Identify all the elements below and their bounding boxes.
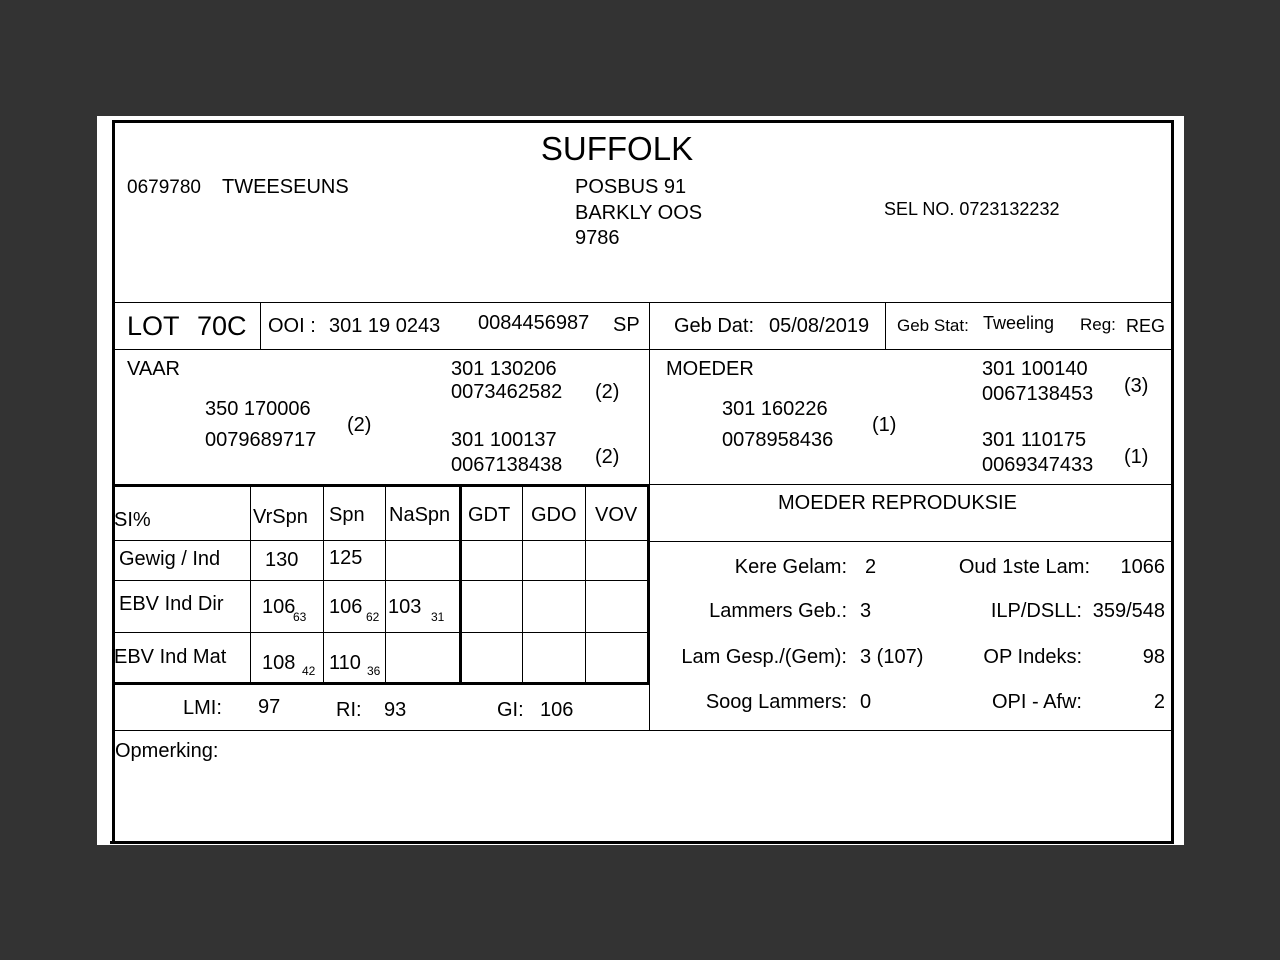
owner-code: 0679780 — [127, 177, 201, 198]
si-cell-naspn: 103 — [388, 596, 422, 618]
repro-ilp-dsll-value: 359/548 — [1092, 600, 1165, 622]
divider — [112, 349, 1174, 350]
repro-soog-lammers-label: Soog Lammers: — [705, 691, 847, 713]
si-cell-vrspn: 106 — [262, 596, 296, 618]
divider — [385, 486, 386, 683]
dam-dam-count: (1) — [1124, 446, 1149, 468]
remarks-label: Opmerking: — [115, 740, 219, 762]
repro-lammers-geb-value: 3 — [860, 600, 872, 622]
repro-lammers-geb-label: Lammers Geb.: — [709, 600, 847, 622]
birth-status-value: Tweeling — [983, 313, 1055, 333]
birth-date-label: Geb Dat: — [674, 315, 755, 337]
sire-dam-count: (2) — [595, 446, 620, 468]
dam-dam-number: 301 110175 — [982, 429, 1087, 451]
repro-soog-lammers-value: 0 — [860, 691, 872, 713]
repro-op-indeks-value: 98 — [1142, 646, 1165, 668]
repro-op-indeks-label: OP Indeks: — [983, 646, 1082, 668]
si-cell-naspn-sub: 31 — [431, 610, 445, 624]
si-header-gdt: GDT — [468, 504, 511, 526]
ooi-suffix: SP — [613, 314, 640, 336]
si-header-naspn: NaSpn — [389, 504, 451, 526]
sire-number: 350 170006 — [205, 398, 311, 420]
si-cell-vrspn-sub: 63 — [293, 610, 307, 624]
divider — [112, 540, 649, 541]
si-cell-spn-sub: 62 — [366, 610, 380, 624]
owner-name: TWEESEUNS — [222, 176, 349, 198]
sire-count: (2) — [347, 414, 372, 436]
address-line-3: 9786 — [575, 227, 620, 249]
birth-date-value: 05/08/2019 — [769, 315, 870, 337]
si-header-gdo: GDO — [531, 504, 577, 526]
dam-id: 0078958436 — [722, 429, 834, 451]
si-cell-vrspn: 108 — [262, 652, 296, 674]
divider — [885, 302, 886, 349]
repro-oud-1ste-lam-value: 1066 — [1120, 556, 1165, 578]
divider — [112, 580, 649, 581]
si-row-label: EBV Ind Mat — [114, 646, 227, 668]
reg-label: Reg: — [1080, 315, 1116, 334]
frame-top — [112, 120, 1174, 123]
sire-dam-id: 0067138438 — [451, 454, 563, 476]
si-row-label: EBV Ind Dir — [119, 593, 224, 615]
address-line-1: POSBUS 91 — [575, 176, 687, 198]
dam-sire-id: 0067138453 — [982, 383, 1094, 405]
dam-sire-count: (3) — [1124, 375, 1149, 397]
si-cell-spn: 110 — [329, 652, 361, 674]
si-header-vrspn: VrSpn — [253, 506, 308, 528]
dam-label: MOEDER — [666, 358, 754, 380]
divider — [112, 632, 649, 633]
reg-value: REG — [1126, 316, 1166, 336]
divider — [522, 486, 523, 683]
ooi-number: 301 19 0243 — [329, 315, 441, 337]
frame-right — [1171, 120, 1174, 844]
divider — [649, 541, 1174, 542]
si-header-si: SI% — [114, 509, 151, 531]
ooi-label: OOI : — [268, 315, 316, 337]
dam-sire-number: 301 100140 — [982, 358, 1088, 380]
repro-opi-afw-label: OPI - Afw: — [991, 691, 1082, 713]
index-ri-label: RI: — [336, 699, 362, 721]
divider — [112, 730, 1174, 731]
address-line-2: BARKLY OOS — [575, 202, 703, 224]
repro-ilp-dsll-label: ILP/DSLL: — [990, 600, 1082, 622]
si-cell-spn: 106 — [329, 596, 363, 618]
repro-kere-gelam-label: Kere Gelam: — [734, 556, 847, 578]
repro-lam-gesp-label: Lam Gesp./(Gem): — [681, 646, 847, 668]
divider — [112, 484, 649, 487]
index-lmi-value: 97 — [258, 696, 281, 718]
divider — [585, 486, 586, 683]
index-gi-label: GI: — [497, 699, 524, 721]
repro-lam-gesp-value: 3 (107) — [860, 646, 924, 668]
birth-status-label: Geb Stat: — [897, 316, 969, 335]
si-cell-vrspn-sub: 42 — [302, 664, 316, 678]
si-row-label: Gewig / Ind — [119, 548, 221, 570]
lot-number: 70C — [197, 311, 247, 341]
repro-oud-1ste-lam-label: Oud 1ste Lam: — [958, 556, 1090, 578]
repro-opi-afw-value: 2 — [1153, 691, 1165, 713]
dam-dam-id: 0069347433 — [982, 454, 1094, 476]
dam-number: 301 160226 — [722, 398, 828, 420]
lot-label: LOT — [127, 311, 180, 341]
catalog-card — [97, 116, 1184, 845]
sire-label: VAAR — [127, 358, 180, 380]
si-cell-spn: 125 — [329, 547, 363, 569]
sire-sire-id: 0073462582 — [451, 381, 563, 403]
index-ri-value: 93 — [384, 699, 407, 721]
phone-number: SEL NO. 0723132232 — [884, 199, 1060, 219]
divider — [323, 486, 324, 683]
frame-bottom — [110, 841, 1174, 844]
index-lmi-label: LMI: — [183, 697, 222, 719]
index-gi-value: 106 — [540, 699, 574, 721]
ooi-reg-id: 0084456987 — [478, 312, 590, 334]
si-header-spn: Spn — [329, 504, 365, 526]
divider — [112, 302, 1174, 303]
divider — [260, 302, 261, 349]
divider — [250, 486, 251, 683]
dam-count: (1) — [872, 414, 897, 436]
sire-sire-count: (2) — [595, 381, 620, 403]
si-cell-spn-sub: 36 — [367, 664, 381, 678]
page-title: SUFFOLK — [540, 130, 694, 167]
divider — [459, 486, 462, 683]
divider — [112, 682, 649, 685]
sire-dam-number: 301 100137 — [451, 429, 557, 451]
si-cell-vrspn: 130 — [265, 549, 299, 571]
sire-id: 0079689717 — [205, 429, 317, 451]
frame-left — [112, 120, 115, 844]
sire-sire-number: 301 130206 — [451, 358, 557, 380]
si-header-vov: VOV — [595, 504, 638, 526]
repro-kere-gelam-value: 2 — [865, 556, 877, 578]
reproduction-title: MOEDER REPRODUKSIE — [778, 492, 1017, 514]
